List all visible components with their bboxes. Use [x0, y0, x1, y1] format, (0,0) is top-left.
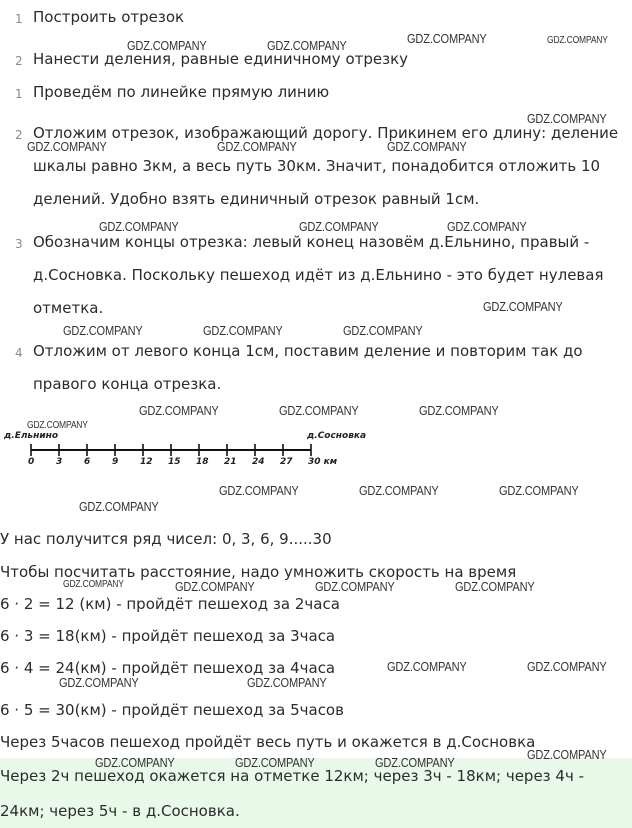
watermark: GDZ.COMPANY: [447, 219, 527, 234]
scale-tick-label: 30 км: [308, 457, 338, 467]
watermark: GDZ.COMPANY: [527, 111, 607, 126]
calculation-line: 6 · 5 = 30(км) - пройдёт пешеход за 5часов: [0, 701, 344, 719]
watermark: GDZ.COMPANY: [139, 403, 219, 418]
step-text: Обозначим концы отрезка: левый конец назовём д.Ельнино, правый -: [33, 233, 590, 251]
watermark: GDZ.COMPANY: [235, 755, 315, 770]
step-number: 2: [15, 54, 23, 68]
watermark: GDZ.COMPANY: [63, 323, 143, 338]
scale-tick-label: 24: [252, 457, 265, 467]
watermark: GDZ.COMPANY: [219, 483, 299, 498]
watermark: GDZ.COMPANY: [59, 675, 139, 690]
watermark: GDZ.COMPANY: [387, 659, 467, 674]
watermark: GDZ.COMPANY: [217, 139, 297, 154]
number-line: [31, 444, 311, 456]
watermark: GDZ.COMPANY: [27, 420, 88, 431]
step-number: 4: [15, 346, 23, 360]
watermark: GDZ.COMPANY: [483, 299, 563, 314]
step-text: отметка.: [33, 299, 104, 317]
watermark: GDZ.COMPANY: [299, 219, 379, 234]
step-number: 2: [15, 128, 23, 142]
watermark: GDZ.COMPANY: [79, 499, 159, 514]
scale-tick-label: 18: [196, 457, 209, 467]
watermark: GDZ.COMPANY: [375, 755, 455, 770]
watermark: GDZ.COMPANY: [527, 659, 607, 674]
calculation-line: 6 · 3 = 18(км) - пройдёт пешеход за 3часа: [0, 627, 336, 645]
calculation-line: 6 · 2 = 12 (км) - пройдёт пешеход за 2часа: [0, 595, 340, 613]
watermark: GDZ.COMPANY: [343, 323, 423, 338]
scale-tick-label: 6: [84, 457, 91, 467]
scale-tick-label: 12: [140, 457, 153, 467]
watermark: GDZ.COMPANY: [63, 579, 124, 590]
step-text: Построить отрезок: [33, 8, 185, 26]
watermark: GDZ.COMPANY: [27, 139, 107, 154]
conclusion-text: Через 5часов пешеход пройдёт весь путь и окажется в д.Сосновка: [0, 733, 536, 751]
answer-line: Через 2ч пешеход окажется на отметке 12км; через 3ч - 18км; через 4ч -: [0, 767, 585, 785]
step-text: шкалы равно 3км, а весь путь 30км. Значит, понадобится отложить 10: [33, 157, 601, 175]
explanation-text: Чтобы посчитать расстояние, надо умножить скорость на время: [0, 563, 517, 581]
step-text: Отложим от левого конца 1см, поставим деление и повторим так до: [33, 342, 583, 360]
scale-tick-label: 27: [280, 457, 293, 467]
step-text: д.Сосновка. Поскольку пешеход идёт из д.Ельнино - это будет нулевая: [33, 266, 604, 284]
watermark: GDZ.COMPANY: [527, 747, 607, 762]
step-number: 3: [15, 237, 23, 251]
watermark: GDZ.COMPANY: [499, 483, 579, 498]
watermark: GDZ.COMPANY: [267, 38, 347, 53]
step-number: 1: [15, 87, 23, 101]
watermark: GDZ.COMPANY: [279, 403, 359, 418]
scale-tick-label: 3: [56, 457, 63, 467]
scale-tick-label: 15: [168, 457, 181, 467]
watermark: GDZ.COMPANY: [359, 483, 439, 498]
scale-right-label: д.Сосновка: [307, 431, 367, 441]
scale-tick-label: 0: [28, 457, 35, 467]
scale-tick-label: 9: [112, 457, 119, 467]
answer-line: 24км; через 5ч - в д.Сосновка.: [0, 802, 240, 820]
watermark: GDZ.COMPANY: [127, 38, 207, 53]
step-text: правого конца отрезка.: [33, 375, 222, 393]
watermark: GDZ.COMPANY: [315, 579, 395, 594]
watermark: GDZ.COMPANY: [99, 219, 179, 234]
watermark: GDZ.COMPANY: [455, 579, 535, 594]
series-text: У нас получится ряд чисел: 0, 3, 6, 9.....30: [0, 530, 332, 548]
scale-left-label: д.Ельнино: [4, 431, 59, 441]
step-text: Проведём по линейке прямую линию: [33, 83, 330, 101]
watermark: GDZ.COMPANY: [547, 35, 608, 46]
calculation-line: 6 · 4 = 24(км) - пройдёт пешеход за 4часа: [0, 659, 336, 677]
watermark: GDZ.COMPANY: [203, 323, 283, 338]
scale-diagram: [0, 420, 632, 480]
watermark: GDZ.COMPANY: [247, 675, 327, 690]
step-text: Отложим отрезок, изображающий дорогу. Прикинем его длину: деление: [33, 124, 619, 142]
watermark: GDZ.COMPANY: [175, 579, 255, 594]
step-text: Нанести деления, равные единичному отрезку: [33, 50, 409, 68]
scale-tick-label: 21: [224, 457, 237, 467]
watermark: GDZ.COMPANY: [387, 139, 467, 154]
watermark: GDZ.COMPANY: [407, 31, 487, 46]
step-text: делений. Удобно взять единичный отрезок равный 1см.: [33, 190, 480, 208]
watermark: GDZ.COMPANY: [95, 755, 175, 770]
watermark: GDZ.COMPANY: [419, 403, 499, 418]
step-number: 1: [15, 12, 23, 26]
